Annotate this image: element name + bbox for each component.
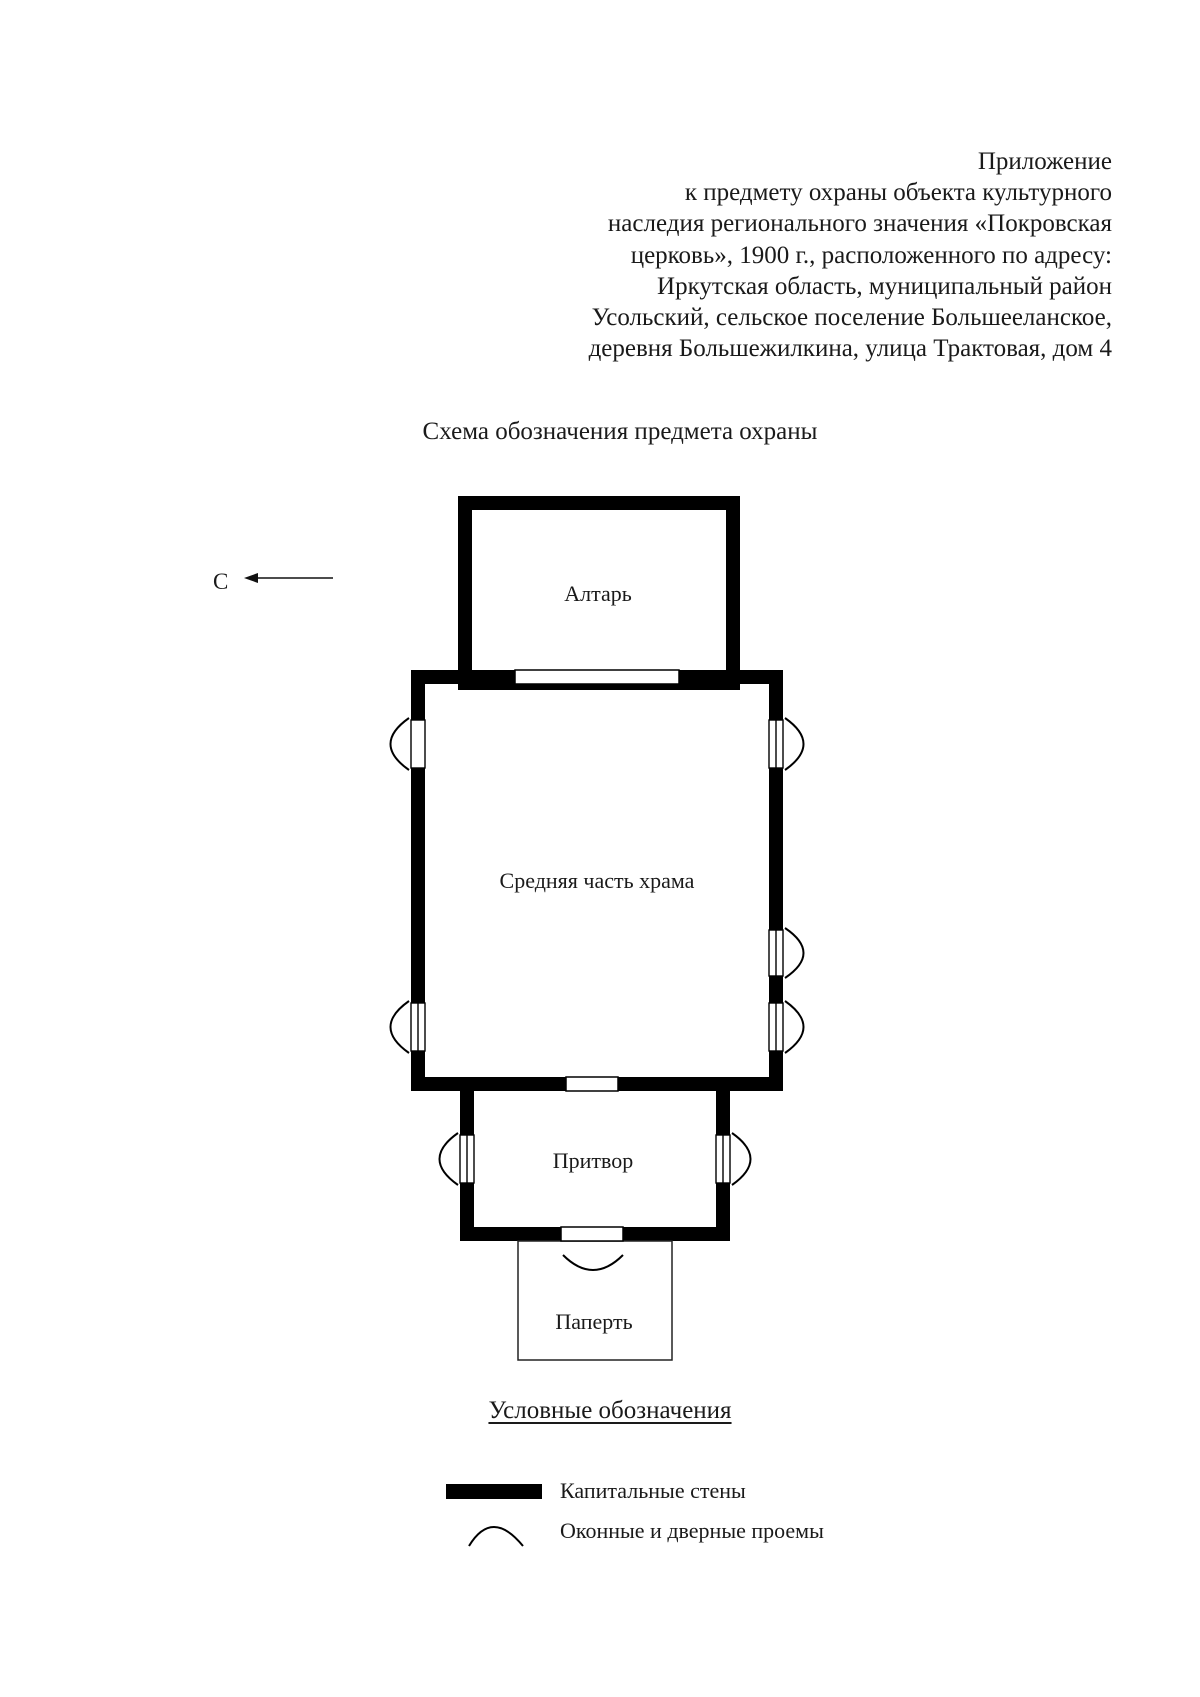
porch-outline — [518, 1241, 672, 1360]
appendix-line: Иркутская область, муниципальный район — [657, 272, 1112, 300]
legend-item-openings: Оконные и дверные проемы — [560, 1518, 824, 1543]
room-label-porch: Паперть — [555, 1309, 633, 1334]
appendix-line: деревня Большежилкина, улица Трактовая, дом 4 — [588, 335, 1112, 363]
appendix-line: Усольский, сельское поселение Большееланское, — [591, 304, 1112, 332]
north-label: С — [213, 569, 229, 594]
legend-wall-swatch — [446, 1484, 542, 1499]
legend-arc-symbol — [469, 1527, 523, 1546]
appendix-line: к предмету охраны объекта культурного — [684, 179, 1112, 207]
opening-arcs — [391, 718, 804, 1270]
legend-title-text: Условные обозначения — [488, 1397, 732, 1424]
nave-doorway — [566, 1077, 618, 1091]
room-label-nave: Средняя часть храма — [499, 868, 695, 893]
north-arrow-icon — [244, 573, 333, 583]
altar-doorway — [515, 670, 679, 684]
room-label-narthex: Притвор — [552, 1148, 634, 1173]
room-label-altar: Алтарь — [564, 581, 632, 606]
legend-item-walls: Капитальные стены — [560, 1478, 746, 1503]
appendix-line: Приложение — [977, 148, 1112, 175]
legend-title — [0, 1397, 1200, 1425]
scheme-title: Схема обозначения предмета охраны — [422, 418, 818, 445]
appendix-line: церковь», 1900 г., расположенного по адресу: — [630, 241, 1112, 269]
narthex-doorway — [561, 1227, 623, 1241]
appendix-line: наследия регионального значения «Покровская — [607, 210, 1112, 238]
